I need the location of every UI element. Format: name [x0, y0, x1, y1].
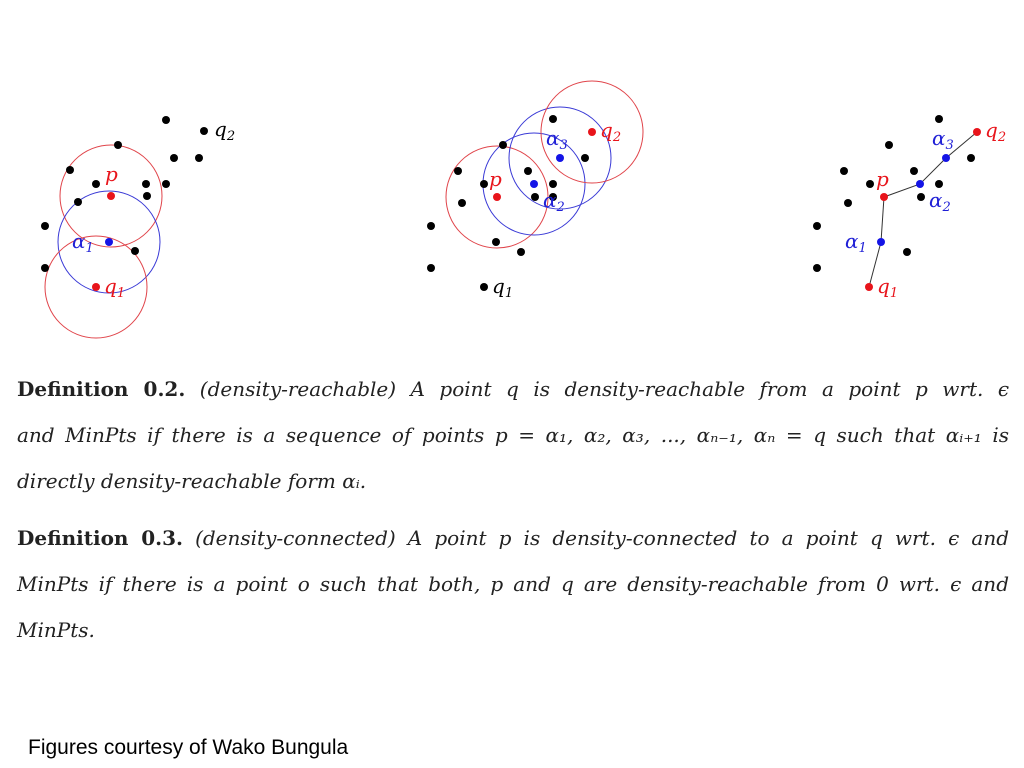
label-q1: $q_1$ [877, 274, 899, 301]
core-point-q2 [588, 128, 596, 136]
reachability-chain [869, 132, 977, 287]
label-alpha3: $\alpha_3$ [546, 126, 568, 153]
point-alpha3 [556, 154, 564, 162]
label-p: p [489, 167, 502, 191]
noise-points [41, 116, 208, 272]
definition-density-connected [17, 515, 1009, 653]
figure-left [41, 116, 235, 338]
label-q1: $q_1$ [104, 274, 126, 301]
point-alpha3 [942, 154, 950, 162]
figure-right [813, 115, 1006, 301]
dbscan-figures [0, 0, 1024, 360]
point-alpha1 [105, 238, 113, 246]
definition-line: and MinPts if there is a sequence of points p = α₁, α₂, α₃, ..., αₙ₋₁, αₙ = q such that αᵢ₊₁ is [17, 423, 1009, 447]
definition-line [17, 366, 1009, 412]
label-alpha1: $\alpha_1$ [72, 229, 94, 256]
definition-text: (density-connected) A point p is density-connected to a point q wrt. ϵ and [195, 526, 1009, 550]
definition-line: directly density-reachable form αᵢ. [17, 469, 367, 493]
point-alpha1 [877, 238, 885, 246]
label-q2: $q_2$ [600, 118, 622, 145]
label-q2: $q_2$ [214, 117, 236, 144]
definition-heading: Definition 0.3. [17, 526, 183, 550]
point-alpha2 [530, 180, 538, 188]
label-alpha3: $\alpha_3$ [932, 126, 954, 153]
figure-caption: Figures courtesy of Wako Bungula [28, 736, 349, 759]
core-point-q2 [973, 128, 981, 136]
definition-density-reachable [17, 366, 1009, 504]
core-point-p [107, 192, 115, 200]
label-p: p [105, 162, 118, 186]
definition-line: MinPts. [17, 618, 95, 642]
label-alpha2: $\alpha_2$ [543, 188, 565, 215]
core-point-q1 [865, 283, 873, 291]
definition-text: (density-reachable) A point q is density-reachable from a point p wrt. ϵ [199, 377, 1010, 401]
core-point-p [880, 193, 888, 201]
core-point-p [493, 193, 501, 201]
point-alpha2 [916, 180, 924, 188]
definition-heading: Definition 0.2. [17, 377, 186, 401]
definition-line: MinPts if there is a point o such that both, p and q are density-reachable from 0 wrt. ϵ and [17, 572, 1009, 596]
label-alpha2: $\alpha_2$ [929, 188, 951, 215]
label-q1: $q_1$ [492, 274, 514, 301]
figure-middle [427, 81, 643, 301]
core-point-q1 [92, 283, 100, 291]
definition-line [17, 515, 1009, 561]
label-p: p [876, 167, 889, 191]
label-alpha1: $\alpha_1$ [845, 229, 867, 256]
label-q2: $q_2$ [985, 118, 1007, 145]
